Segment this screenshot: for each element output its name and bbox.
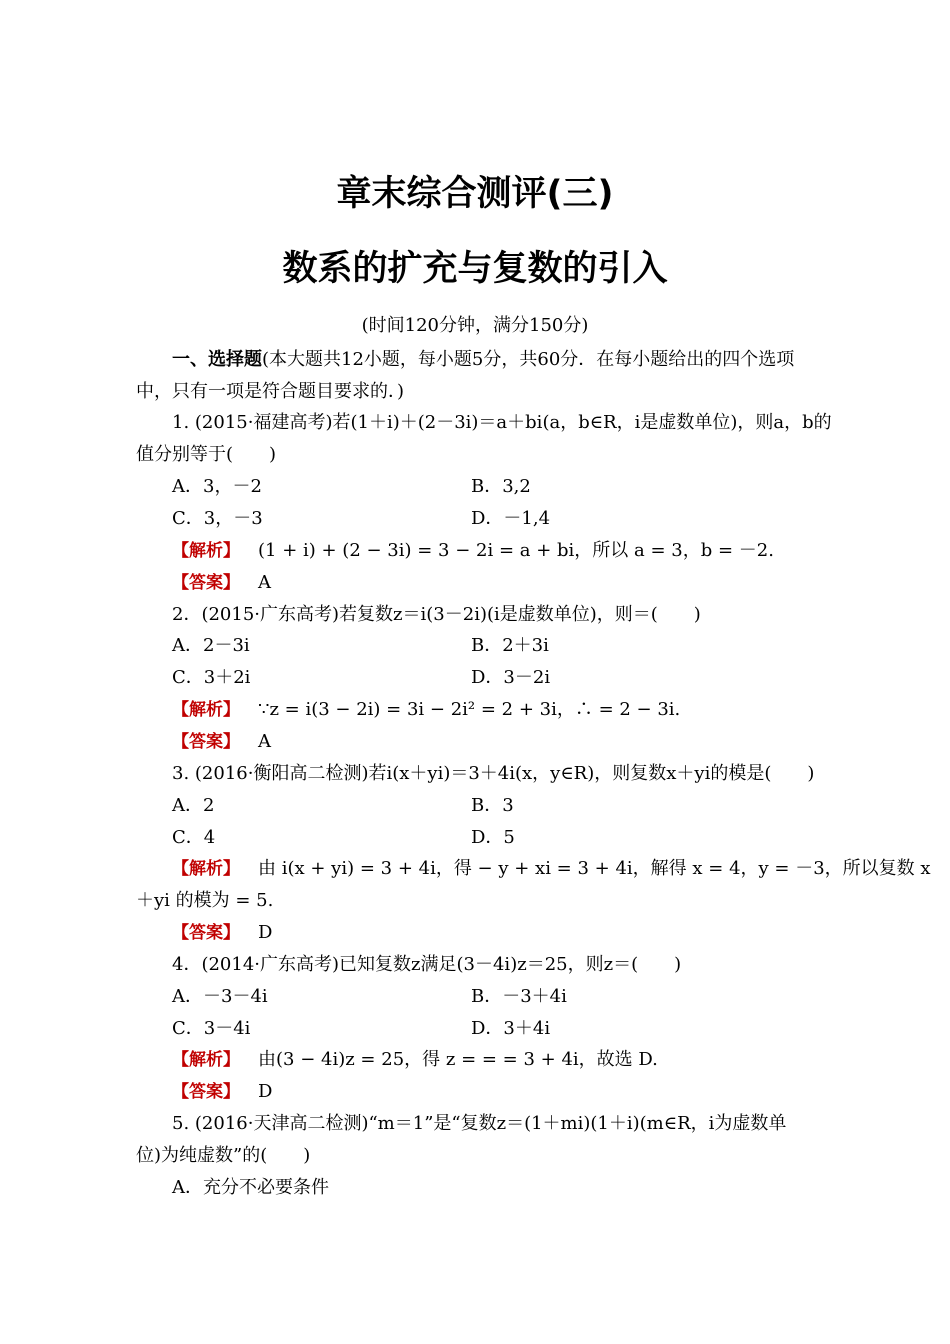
time-note: (时间120分钟，满分150分)	[361, 315, 589, 336]
analysis-text: 由 i(x + yi) = 3 + 4i，得 − y + xi = 3 + 4i，解得 x = 4，y = －3，所以复数 x	[258, 858, 931, 879]
question-2-stem: 2．(2015·广东高考)若复数z＝i(3－2i)(i是虚数单位)，则＝( )	[172, 604, 701, 625]
section-heading: 一、选择题	[172, 349, 262, 370]
question-4-analysis	[172, 1047, 658, 1073]
analysis-label: 【解析】	[172, 700, 240, 720]
question-3-option-b: B．3	[471, 795, 514, 816]
answer-text: D	[258, 1081, 273, 1102]
question-2-option-d: D．3－2i	[471, 667, 551, 688]
answer-label: 【答案】	[172, 732, 240, 752]
page-title: 章末综合测评(三)	[336, 174, 614, 214]
question-1-option-c: C．3，－3	[172, 508, 263, 529]
question-1-analysis	[172, 538, 774, 564]
question-2-option-c: C．3＋2i	[172, 667, 251, 688]
question-1-stem: 1. (2015·福建高考)若(1＋i)＋(2－3i)＝a＋bi(a，b∈R，i是虚数单位)，则a，b的	[172, 412, 832, 433]
question-4-option-c: C．3－4i	[172, 1018, 251, 1039]
question-4-option-d: D．3＋4i	[471, 1018, 551, 1039]
section-desc: (本大题共12小题，每小题5分，共60分．在每小题给出的四个选项	[262, 349, 795, 370]
question-1-option-d: D．－1,4	[471, 508, 551, 529]
analysis-text: ∵z = i(3 − 2i) = 3i − 2i² = 2 + 3i，∴ = 2 − 3i.	[258, 699, 681, 720]
question-5-stem: 5. (2016·天津高二检测)“m＝1”是“复数z＝(1＋mi)(1＋i)(m∈R，i为虚数单	[172, 1113, 787, 1134]
question-1-stem-cont: 值分别等于( )	[136, 444, 277, 465]
section-heading-line	[172, 347, 794, 373]
question-4-answer	[172, 1079, 272, 1105]
question-3-stem: 3. (2016·衡阳高二检测)若i(x＋yi)＝3＋4i(x，y∈R)，则复数x＋yi的模是( )	[172, 763, 815, 784]
question-3-option-c: C．4	[172, 827, 216, 848]
analysis-label: 【解析】	[172, 859, 240, 879]
question-1-option-a: A．3，－2	[172, 476, 262, 497]
question-3-option-d: D．5	[471, 827, 515, 848]
section-desc-cont: 中，只有一项是符合题目要求的．)	[136, 381, 405, 402]
question-5-stem-cont: 位)为纯虚数”的( )	[136, 1145, 311, 1166]
question-3-analysis-cont: ＋yi 的模为 = 5.	[136, 890, 274, 911]
answer-label: 【答案】	[172, 1082, 240, 1102]
question-1-answer	[172, 570, 271, 596]
question-2-analysis	[172, 697, 680, 723]
answer-label: 【答案】	[172, 573, 240, 593]
analysis-text: 由(3 − 4i)z = 25，得 z = = = 3 + 4i，故选 D.	[258, 1049, 658, 1070]
answer-text: A	[258, 572, 271, 593]
analysis-label: 【解析】	[172, 1050, 240, 1070]
question-4-stem: 4．(2014·广东高考)已知复数z满足(3－4i)z＝25，则z＝( )	[172, 954, 682, 975]
question-2-answer	[172, 729, 271, 755]
answer-text: D	[258, 922, 273, 943]
question-3-analysis	[172, 856, 931, 882]
answer-label: 【答案】	[172, 923, 240, 943]
question-4-option-a: A．－3－4i	[172, 986, 268, 1007]
question-1-option-b: B．3,2	[471, 476, 531, 497]
question-3-option-a: A．2	[172, 795, 215, 816]
answer-text: A	[258, 731, 271, 752]
analysis-text: (1 + i) + (2 − 3i) = 3 − 2i = a + bi，所以 a = 3，b = －2.	[258, 540, 774, 561]
question-2-option-a: A．2－3i	[172, 635, 250, 656]
question-2-option-b: B．2＋3i	[471, 635, 549, 656]
question-5-option-a: A．充分不必要条件	[172, 1177, 329, 1198]
question-4-option-b: B．－3＋4i	[471, 986, 567, 1007]
page-subtitle: 数系的扩充与复数的引入	[282, 249, 668, 289]
analysis-label: 【解析】	[172, 541, 240, 561]
question-3-answer	[172, 920, 272, 946]
